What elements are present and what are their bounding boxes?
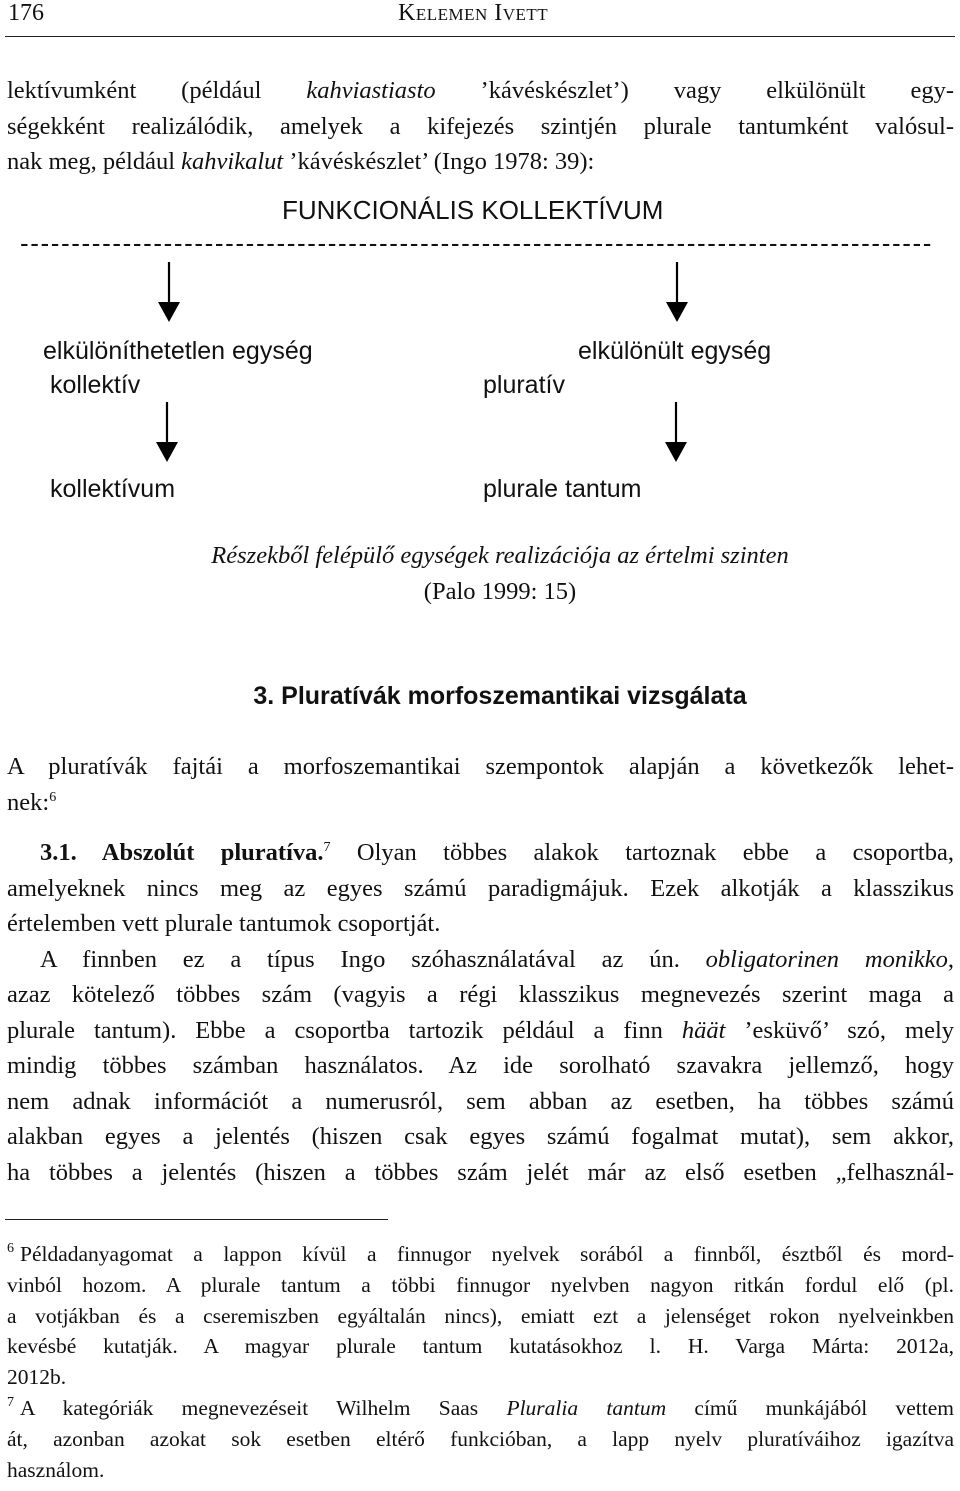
footnote-number: 7 bbox=[7, 1394, 14, 1410]
footnote-ref: 7 bbox=[323, 840, 331, 855]
section-intro bbox=[7, 749, 954, 820]
footnote-7-line-2: át, azonban azokat sok esetben eltérő funkcióban, a lapp nyelv pluratíváihoz igazítva bbox=[7, 1426, 954, 1451]
subsection-line-2: amelyeknek nincs meg az egyes számú paradigmájuk. Ezek alkotják a klasszikus bbox=[7, 874, 954, 902]
footnote-6-line-1 bbox=[7, 1239, 954, 1270]
caption-title: Részekből felépülő egységek realizációja az értelmi szinten bbox=[211, 542, 789, 569]
intro-line-1 bbox=[7, 73, 954, 109]
text-run: Olyan többes alakok tartoznak ebbe a csoportba, bbox=[330, 839, 954, 866]
subsection-p2-line-5: nem adnak információt a numerusról, sem abban az esetben, ha többes számú bbox=[7, 1087, 954, 1115]
diagram-left-mid: kollektív bbox=[50, 371, 141, 399]
subsection-p2-line-1 bbox=[7, 942, 954, 978]
subsection-paragraph bbox=[7, 835, 954, 1190]
intro-line-3 bbox=[7, 144, 954, 180]
footnote-rule bbox=[5, 1219, 388, 1220]
subsection-line-1 bbox=[7, 835, 954, 871]
section-intro-line-1: A pluratívák fajtái a morfoszemantikai szempontok alapján a következők lehet- bbox=[7, 753, 954, 780]
intro-paragraph bbox=[7, 73, 954, 180]
footnote-6-line-5: 2012b. bbox=[7, 1365, 67, 1390]
text-run: plurale tantum). Ebbe a csoportba tartozik például a finn bbox=[7, 1016, 682, 1044]
diagram-left-top: elkülöníthetetlen egység bbox=[43, 337, 313, 365]
example-term: obligatorinen monikko bbox=[705, 945, 948, 973]
footnotes bbox=[7, 1239, 954, 1485]
text-run: nak meg, például bbox=[7, 148, 182, 175]
subsection-line-3: értelemben vett plurale tantumok csoportját. bbox=[7, 910, 441, 937]
text-run: ’kávéskészlet’) vagy elkülönült egy- bbox=[435, 77, 954, 104]
text-run: Példadanyagomat a lappon kívül a finnugor nyelvek sorából a finnből, észtből és mord- bbox=[20, 1242, 954, 1266]
subsection-p2-line-4: mindig többes számban használatos. Az ide sorolható szavakra jellemző, hogy bbox=[7, 1052, 954, 1079]
footnote-7-line-3: használom. bbox=[7, 1457, 105, 1482]
work-title: Pluralia tantum bbox=[506, 1395, 667, 1420]
text-run: ’esküvő’ szó, mely bbox=[725, 1016, 954, 1044]
text-run: ’kávéskészlet’ (Ingo 1978: 39): bbox=[283, 148, 595, 175]
footnote-7-line-1 bbox=[7, 1393, 954, 1424]
running-title: Kelemen Ivett bbox=[398, 0, 549, 26]
section-intro-line-2 bbox=[7, 785, 954, 821]
text-run: lektívumként (például bbox=[7, 77, 307, 104]
text-run: nek: bbox=[7, 788, 50, 816]
header-rule bbox=[5, 36, 955, 37]
subsection-p2-line-3 bbox=[7, 1013, 954, 1049]
text-run: című munkájából vettem bbox=[666, 1395, 954, 1420]
diagram-dashed-line: ----------------------------------------------------------------------------------------- bbox=[20, 228, 933, 258]
footnote-6-line-2: vinból hozom. A plurale tantum a többi finnugor nyelvben nagyon ritkán fordul elő (pl. bbox=[7, 1272, 954, 1297]
subsection-p2-line-6: alakban egyes a jelentés (hiszen csak egyes számú fogalmat mutat), sem akkor, bbox=[7, 1123, 954, 1150]
page-number: 176 bbox=[8, 0, 44, 26]
arrow-down-icon bbox=[665, 262, 689, 324]
example-word: kahviastiasto bbox=[306, 77, 436, 104]
subsection-p2-line-7: ha többes a jelentés (hiszen a többes szám jelét már az első esetben „felhasznál- bbox=[7, 1158, 954, 1186]
footnote-6-line-4: kevésbé kutatják. A magyar plurale tantum kutatásokhoz l. H. Varga Márta: 2012a, bbox=[7, 1334, 954, 1359]
section-heading: 3. Pluratívák morfoszemantikai vizsgálata bbox=[253, 682, 747, 710]
footnote-number: 6 bbox=[7, 1241, 14, 1256]
arrow-down-icon bbox=[664, 402, 688, 464]
figure-caption bbox=[0, 542, 960, 570]
diagram-title: FUNKCIONÁLIS KOLLEKTÍVUM bbox=[282, 195, 664, 225]
diagram-left-bottom: kollektívum bbox=[50, 475, 176, 503]
diagram-right-mid: pluratív bbox=[483, 371, 565, 399]
text-run: A kategóriák megnevezéseit Wilhelm Saas bbox=[20, 1395, 507, 1420]
text-run: A finnben ez a típus Ingo szóhasználatával az ún. bbox=[40, 945, 706, 973]
arrow-down-icon bbox=[155, 402, 179, 464]
subsection-title: 3.1. Abszolút pluratíva. bbox=[40, 839, 324, 866]
footnote-6-line-3: a votjákban és a cseremiszben egyáltalán nincs), emiatt ezt a jelenséget rokon nyelveinkben bbox=[7, 1303, 954, 1328]
diagram-right-top: elkülönült egység bbox=[578, 337, 772, 365]
figure-source: (Palo 1999: 15) bbox=[423, 578, 577, 605]
example-word: kahvikalut bbox=[181, 148, 284, 175]
footnote-ref: 6 bbox=[49, 789, 57, 805]
diagram-right-bottom: plurale tantum bbox=[483, 475, 642, 503]
arrow-down-icon bbox=[157, 262, 181, 324]
example-word: häät bbox=[681, 1016, 726, 1044]
text-run: , bbox=[947, 945, 954, 973]
subsection-p2-line-2: azaz kötelező többes szám (vagyis a régi klasszikus megnevezés szerint maga a bbox=[7, 981, 954, 1008]
intro-line-2: ségekként realizálódik, amelyek a kifejezés szintjén plurale tantumként valósul- bbox=[7, 112, 954, 140]
